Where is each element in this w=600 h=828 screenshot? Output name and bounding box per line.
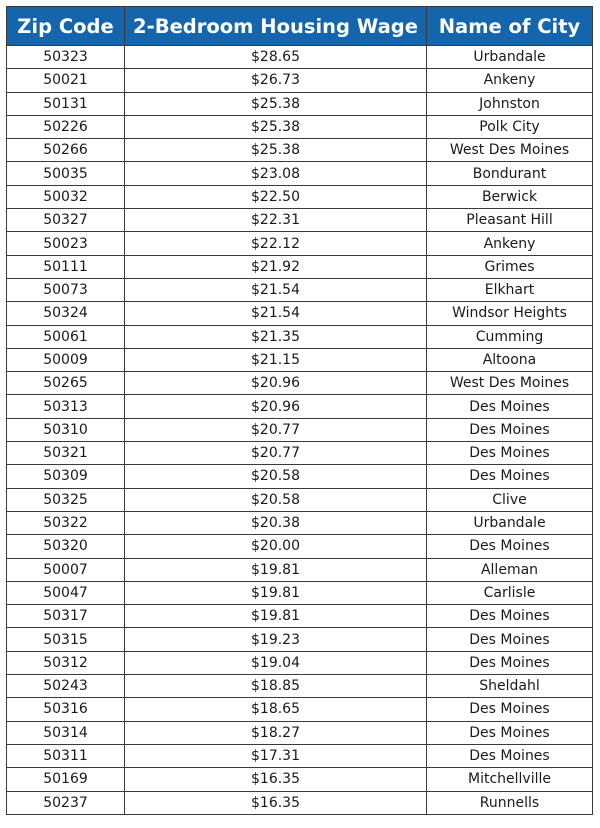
city-name-cell: Pleasant Hill xyxy=(427,209,593,232)
housing-wage-cell: $16.35 xyxy=(125,768,427,791)
zip-code-cell: 50111 xyxy=(7,255,125,278)
zip-code-cell: 50322 xyxy=(7,511,125,534)
city-name-cell: Des Moines xyxy=(427,535,593,558)
table-row xyxy=(7,278,593,301)
housing-wage-cell: $20.00 xyxy=(125,535,427,558)
housing-wage-cell: $21.15 xyxy=(125,348,427,371)
housing-wage-cell: $22.31 xyxy=(125,209,427,232)
city-name-cell: Urbandale xyxy=(427,46,593,69)
table-row xyxy=(7,92,593,115)
table-row xyxy=(7,115,593,138)
zip-code-cell: 50317 xyxy=(7,605,125,628)
zip-code-cell: 50023 xyxy=(7,232,125,255)
city-name-cell: Polk City xyxy=(427,115,593,138)
zip-code-cell: 50061 xyxy=(7,325,125,348)
housing-wage-cell: $18.65 xyxy=(125,698,427,721)
zip-code-cell: 50314 xyxy=(7,721,125,744)
city-name-cell: Cumming xyxy=(427,325,593,348)
city-name-cell: Des Moines xyxy=(427,395,593,418)
city-name-cell: Grimes xyxy=(427,255,593,278)
table-row xyxy=(7,488,593,511)
zip-code-cell: 50315 xyxy=(7,628,125,651)
table-row xyxy=(7,302,593,325)
housing-wage-cell: $20.96 xyxy=(125,395,427,418)
city-name-cell: Des Moines xyxy=(427,698,593,721)
table-row xyxy=(7,605,593,628)
zip-code-cell: 50009 xyxy=(7,348,125,371)
housing-wage-cell: $19.81 xyxy=(125,558,427,581)
housing-wage-cell: $22.12 xyxy=(125,232,427,255)
housing-wage-cell: $20.38 xyxy=(125,511,427,534)
city-name-cell: Alleman xyxy=(427,558,593,581)
city-name-cell: Carlisle xyxy=(427,581,593,604)
city-name-cell: Elkhart xyxy=(427,278,593,301)
table-row xyxy=(7,558,593,581)
table-row xyxy=(7,46,593,69)
zip-code-cell: 50035 xyxy=(7,162,125,185)
zip-code-cell: 50226 xyxy=(7,115,125,138)
zip-code-cell: 50311 xyxy=(7,744,125,767)
housing-wage-cell: $22.50 xyxy=(125,185,427,208)
housing-wage-cell: $19.81 xyxy=(125,605,427,628)
city-name-cell: Urbandale xyxy=(427,511,593,534)
city-name-cell: West Des Moines xyxy=(427,139,593,162)
zip-code-cell: 50032 xyxy=(7,185,125,208)
table-row xyxy=(7,209,593,232)
header-city-name: Name of City xyxy=(427,7,593,46)
table-row xyxy=(7,372,593,395)
housing-wage-cell: $26.73 xyxy=(125,69,427,92)
housing-wage-cell: $17.31 xyxy=(125,744,427,767)
city-name-cell: West Des Moines xyxy=(427,372,593,395)
housing-wage-cell: $23.08 xyxy=(125,162,427,185)
table-row xyxy=(7,162,593,185)
housing-wage-cell: $19.81 xyxy=(125,581,427,604)
zip-code-cell: 50325 xyxy=(7,488,125,511)
city-name-cell: Ankeny xyxy=(427,232,593,255)
zip-code-cell: 50169 xyxy=(7,768,125,791)
city-name-cell: Des Moines xyxy=(427,651,593,674)
housing-wage-cell: $19.23 xyxy=(125,628,427,651)
housing-wage-cell: $20.58 xyxy=(125,465,427,488)
zip-code-cell: 50243 xyxy=(7,675,125,698)
table-row xyxy=(7,325,593,348)
table-row xyxy=(7,395,593,418)
table-row xyxy=(7,69,593,92)
housing-wage-cell: $18.27 xyxy=(125,721,427,744)
city-name-cell: Johnston xyxy=(427,92,593,115)
city-name-cell: Mitchellville xyxy=(427,768,593,791)
city-name-cell: Altoona xyxy=(427,348,593,371)
housing-wage-cell: $21.92 xyxy=(125,255,427,278)
zip-code-cell: 50323 xyxy=(7,46,125,69)
housing-wage-cell: $19.04 xyxy=(125,651,427,674)
zip-code-cell: 50073 xyxy=(7,278,125,301)
table-row xyxy=(7,232,593,255)
housing-wage-cell: $21.35 xyxy=(125,325,427,348)
header-row xyxy=(7,7,593,46)
header-zip-code: Zip Code xyxy=(7,7,125,46)
table-row xyxy=(7,511,593,534)
housing-wage-table xyxy=(6,6,593,815)
table-header xyxy=(7,7,593,46)
zip-code-cell: 50320 xyxy=(7,535,125,558)
zip-code-cell: 50327 xyxy=(7,209,125,232)
city-name-cell: Bondurant xyxy=(427,162,593,185)
housing-wage-table-container xyxy=(6,6,593,815)
housing-wage-cell: $20.96 xyxy=(125,372,427,395)
zip-code-cell: 50312 xyxy=(7,651,125,674)
zip-code-cell: 50316 xyxy=(7,698,125,721)
city-name-cell: Berwick xyxy=(427,185,593,208)
city-name-cell: Des Moines xyxy=(427,628,593,651)
zip-code-cell: 50321 xyxy=(7,442,125,465)
city-name-cell: Des Moines xyxy=(427,418,593,441)
city-name-cell: Windsor Heights xyxy=(427,302,593,325)
zip-code-cell: 50324 xyxy=(7,302,125,325)
housing-wage-cell: $16.35 xyxy=(125,791,427,814)
zip-code-cell: 50266 xyxy=(7,139,125,162)
table-row xyxy=(7,581,593,604)
table-row xyxy=(7,418,593,441)
city-name-cell: Sheldahl xyxy=(427,675,593,698)
housing-wage-cell: $25.38 xyxy=(125,92,427,115)
city-name-cell: Des Moines xyxy=(427,605,593,628)
city-name-cell: Clive xyxy=(427,488,593,511)
housing-wage-cell: $20.77 xyxy=(125,418,427,441)
housing-wage-cell: $28.65 xyxy=(125,46,427,69)
table-row xyxy=(7,442,593,465)
zip-code-cell: 50237 xyxy=(7,791,125,814)
table-body xyxy=(7,46,593,815)
table-row xyxy=(7,675,593,698)
zip-code-cell: 50131 xyxy=(7,92,125,115)
table-row xyxy=(7,768,593,791)
housing-wage-cell: $25.38 xyxy=(125,115,427,138)
zip-code-cell: 50265 xyxy=(7,372,125,395)
zip-code-cell: 50313 xyxy=(7,395,125,418)
housing-wage-cell: $21.54 xyxy=(125,302,427,325)
table-row xyxy=(7,698,593,721)
housing-wage-cell: $20.77 xyxy=(125,442,427,465)
table-row xyxy=(7,465,593,488)
table-row xyxy=(7,185,593,208)
header-housing-wage: 2-Bedroom Housing Wage xyxy=(125,7,427,46)
table-row xyxy=(7,628,593,651)
city-name-cell: Ankeny xyxy=(427,69,593,92)
housing-wage-cell: $21.54 xyxy=(125,278,427,301)
table-row xyxy=(7,791,593,814)
housing-wage-cell: $18.85 xyxy=(125,675,427,698)
table-row xyxy=(7,139,593,162)
table-row xyxy=(7,721,593,744)
table-row xyxy=(7,348,593,371)
zip-code-cell: 50310 xyxy=(7,418,125,441)
housing-wage-cell: $20.58 xyxy=(125,488,427,511)
zip-code-cell: 50007 xyxy=(7,558,125,581)
zip-code-cell: 50309 xyxy=(7,465,125,488)
city-name-cell: Des Moines xyxy=(427,442,593,465)
city-name-cell: Runnells xyxy=(427,791,593,814)
table-row xyxy=(7,744,593,767)
city-name-cell: Des Moines xyxy=(427,744,593,767)
table-row xyxy=(7,651,593,674)
city-name-cell: Des Moines xyxy=(427,465,593,488)
housing-wage-cell: $25.38 xyxy=(125,139,427,162)
city-name-cell: Des Moines xyxy=(427,721,593,744)
table-row xyxy=(7,255,593,278)
zip-code-cell: 50047 xyxy=(7,581,125,604)
table-row xyxy=(7,535,593,558)
zip-code-cell: 50021 xyxy=(7,69,125,92)
